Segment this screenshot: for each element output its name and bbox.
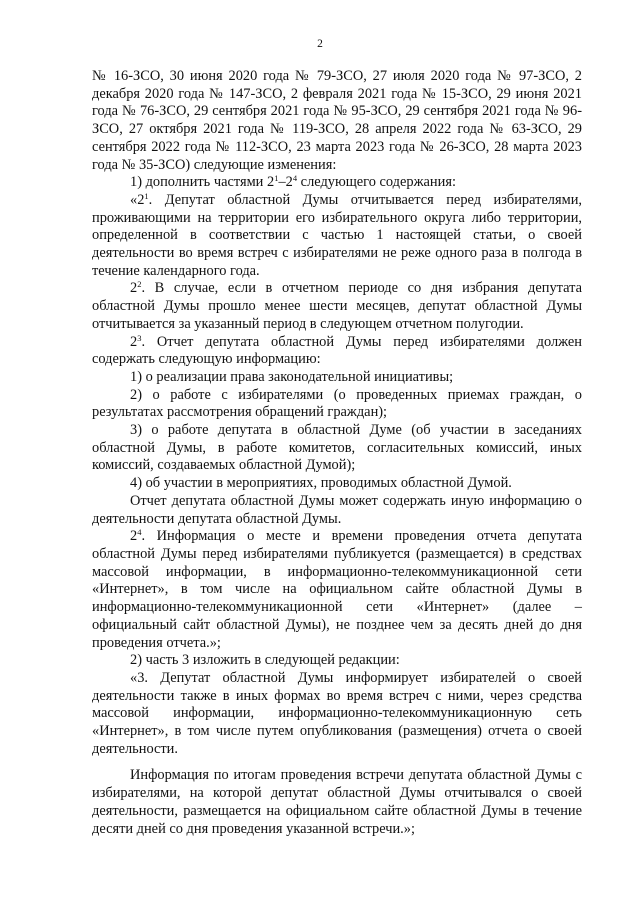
paragraph-part-2-2: $2^2$. В случае, если в отчетном периоде со дня избрания депутата областной Думы прошло менее шести месяцев, депутат областной Думы отчитывается за указанный период в следующем отчетном полугодии. [92, 279, 582, 332]
paragraph-part-2-1: «$2^1$. Депутат областной Думы отчитывается перед избирателями, проживающими на территории его избирательного округа либо территории, определенной в соответствии с частью 1 настоящей статьи, о своей деятельности во время встреч с избирателями не реже одного раза в полгода в течение календарного года. [92, 190, 582, 279]
paragraph-item-1: 1) дополнить частями $2^1-2^4$ следующего содержания: [130, 173, 456, 191]
paragraph-part-3: «3. Депутат областной Думы информирует избирателей о своей деятельности также в иных формах во время встреч с ними, через средства массовой информации, информационно-телекоммуникационную сеть «Интернет», в том числе путем опубликования (размещения) отчета о своей деятельности. [92, 669, 582, 757]
paragraph-part-2-3: $2^3$. Отчет депутата областной Думы перед избирателями должен содержать следующую информацию: [92, 332, 582, 368]
paragraph-meeting-results: Информация по итогам проведения встречи депутата областной Думы с избирателями, на которой депутат областной Думы отчитывался о своей деятельности, размещается на официальном сайте областной Думы в течение десяти дней со дня проведения указанной встречи.»; [92, 767, 582, 837]
paragraph-amendment-list: № 16-ЗСО, 30 июня 2020 года № 79-ЗСО, 27 июля 2020 года № 97-ЗСО, 2 декабря 2020 года № 147-ЗСО, 2 февраля 2021 года № 15-ЗСО, 29 июня 2021 года № 76-ЗСО, 29 сентября 2021 года № 95-ЗСО, 29 сентября 2021 года № 96-ЗСО, 27 октября 2021 года № 119-ЗСО, 28 апреля 2022 года № 63-ЗСО, 29 сентября 2022 года № 112-ЗСО, 23 марта 2023 года № 26-ЗСО, 28 марта 2023 года № 35-ЗСО) следующие изменения: [92, 68, 582, 173]
list-item-4: 4) об участии в мероприятиях, проводимых областной Думой. [130, 475, 512, 492]
paragraph-other-info: Отчет депутата областной Думы может содержать иную информацию о деятельности депутата областной Думы. [92, 492, 582, 527]
document-body [92, 68, 582, 838]
list-item-3: 3) о работе депутата в областной Думе (об участии в заседаниях областной Думы, в работе комитетов, согласительных комиссий, иных комиссий, создаваемых областной Думой); [92, 422, 582, 474]
paragraph-item-2: 2) часть 3 изложить в следующей редакции: [130, 652, 400, 669]
paragraph-part-2-4: $2^4$. Информация о месте и времени проведения отчета депутата областной Думы перед избирателями публикуется (размещается) в средствах массовой информации, в информационно-телекоммуникационной сети «Интернет», в том числе на официальном сайте областной Думы в информационно-телекоммуникационной сети «Интернет» (далее – официальный сайт областной Думы), не позднее чем за десять дней до дня проведения отчета.»; [92, 527, 582, 651]
page-number: 2 [317, 38, 323, 50]
list-item-1: 1) о реализации права законодательной инициативы; [130, 368, 454, 385]
list-item-2: 2) о работе с избирателями (о проведенных приемах граждан, о результатах рассмотрения обращений граждан); [92, 386, 582, 421]
